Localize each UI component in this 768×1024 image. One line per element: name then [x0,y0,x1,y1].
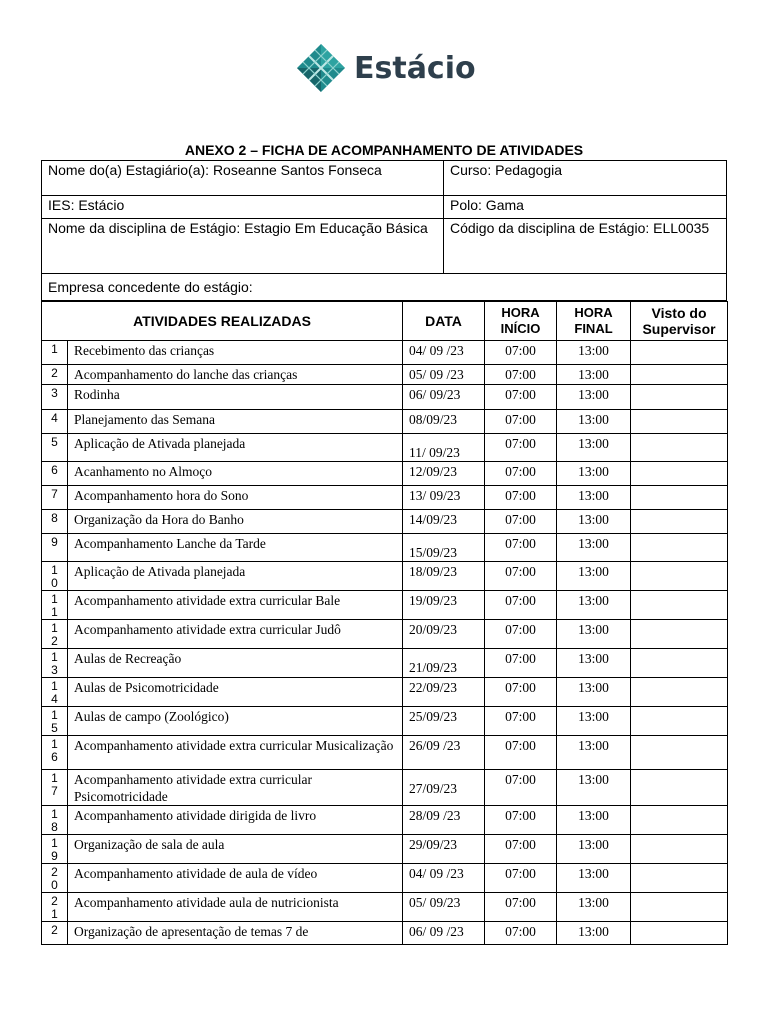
table-row [42,770,728,806]
activity-date [403,534,485,562]
activity-description: Acompanhamento do lanche das crianças [68,365,403,385]
activity-date-text: 04/ 09 /23 [409,343,464,358]
activity-date-text: 06/ 09/23 [409,387,461,402]
table-row [42,864,728,893]
row-number [42,770,68,806]
row-number [42,410,68,434]
header-hora-inicio-line2: INÍCIO [500,321,541,336]
activity-date [403,620,485,649]
table-row [42,620,728,649]
activity-date-text: 11/ 09/23 [409,445,460,460]
row-number [42,864,68,893]
activity-description: Aulas de Recreação [68,649,403,678]
start-time: 07:00 [485,922,557,945]
activity-description: Organização de sala de aula [68,835,403,864]
activity-date [403,410,485,434]
header-atividades: ATIVIDADES REALIZADAS [42,302,403,341]
row-number-digit: 1 [51,605,58,619]
row-number-digit: 1 [51,342,58,356]
row-number-digit: 2 [51,865,58,879]
row-number-digit: 8 [51,511,58,525]
end-time: 13:00 [557,434,631,462]
activity-description: Acompanhamento atividade extra curricular Bale [68,591,403,620]
row-number-digit: 6 [51,750,58,764]
row-number-digit: 1 [51,807,58,821]
activity-description: Organização da Hora do Banho [68,510,403,534]
activity-date [403,562,485,591]
row-number [42,591,68,620]
row-number-digit: 1 [51,708,58,722]
estacio-diamond-icon [296,43,346,93]
end-time: 13:00 [557,385,631,410]
table-row [42,707,728,736]
disciplina-field: Nome da disciplina de Estágio: Estagio Em Educação Básica [42,219,444,274]
end-time: 13:00 [557,770,631,806]
table-row [42,922,728,945]
page-title: ANEXO 2 – FICHA DE ACOMPANHAMENTO DE ATIVIDADES [184,142,584,158]
supervisor-visto-cell [631,562,728,591]
row-number-digit: 1 [51,679,58,693]
table-row [42,385,728,410]
supervisor-visto-cell [631,770,728,806]
supervisor-visto-cell [631,620,728,649]
row-number-digit: 4 [51,692,58,706]
activity-date [403,922,485,945]
row-number-digit: 2 [51,923,58,937]
start-time: 07:00 [485,486,557,510]
supervisor-visto-cell [631,385,728,410]
header-hora-inicio-line1: HORA [501,305,540,320]
row-number-digit: 8 [51,820,58,834]
supervisor-visto-cell [631,864,728,893]
estacio-logo [296,42,476,94]
activity-date [403,365,485,385]
activity-date-text: 05/ 09/23 [409,895,461,910]
activity-date [403,462,485,486]
end-time: 13:00 [557,510,631,534]
row-number [42,510,68,534]
supervisor-visto-cell [631,341,728,365]
end-time: 13:00 [557,707,631,736]
row-number [42,385,68,410]
start-time: 07:00 [485,736,557,770]
info-table [41,160,727,301]
activity-date-text: 28/09 /23 [409,808,461,823]
activity-date [403,341,485,365]
row-number [42,534,68,562]
start-time: 07:00 [485,510,557,534]
curso-field: Curso: Pedagogia [444,161,727,196]
activity-description: Acompanhamento hora do Sono [68,486,403,510]
activity-date [403,835,485,864]
row-number-digit: 2 [51,634,58,648]
table-row [42,736,728,770]
activity-description: Aplicação de Ativada planejada [68,562,403,591]
activity-description: Aulas de Psicomotricidade [68,678,403,707]
end-time: 13:00 [557,534,631,562]
header-visto-line2: Supervisor [642,321,716,337]
end-time: 13:00 [557,922,631,945]
start-time: 07:00 [485,385,557,410]
polo-field: Polo: Gama [444,196,727,219]
activity-date-text: 04/ 09 /23 [409,866,464,881]
row-number-digit: 2 [51,894,58,908]
table-row [42,893,728,922]
row-number [42,365,68,385]
row-number-digit: 1 [51,650,58,664]
table-row [42,365,728,385]
start-time: 07:00 [485,534,557,562]
end-time: 13:00 [557,365,631,385]
table-row [42,678,728,707]
activity-date [403,486,485,510]
activity-date-text: 27/09/23 [409,781,458,796]
row-number [42,620,68,649]
header-hora-final [557,302,631,341]
supervisor-visto-cell [631,510,728,534]
supervisor-visto-cell [631,410,728,434]
row-number-digit: 1 [51,563,58,577]
start-time: 07:00 [485,341,557,365]
end-time: 13:00 [557,835,631,864]
end-time: 13:00 [557,486,631,510]
row-number [42,806,68,835]
start-time: 07:00 [485,562,557,591]
start-time: 07:00 [485,591,557,620]
activity-description: Aulas de campo (Zoológico) [68,707,403,736]
empresa-field: Empresa concedente do estágio: [42,274,727,301]
row-number-digit: 5 [51,435,58,449]
activity-description: Acompanhamento atividade aula de nutricionista [68,893,403,922]
supervisor-visto-cell [631,736,728,770]
header-hora-final-line2: FINAL [574,321,613,336]
activity-date [403,864,485,893]
activity-date-text: 26/09 /23 [409,738,461,753]
table-row [42,510,728,534]
activity-date [403,510,485,534]
row-number-digit: 9 [51,535,58,549]
row-number-digit: 1 [51,771,58,785]
header-hora-final-line1: HORA [574,305,613,320]
supervisor-visto-cell [631,534,728,562]
end-time: 13:00 [557,649,631,678]
activity-date [403,707,485,736]
supervisor-visto-cell [631,591,728,620]
row-number-digit: 9 [51,849,58,863]
activity-description: Planejamento das Semana [68,410,403,434]
activity-date [403,678,485,707]
table-row [42,486,728,510]
start-time: 07:00 [485,770,557,806]
end-time: 13:00 [557,864,631,893]
supervisor-visto-cell [631,365,728,385]
row-number-digit: 3 [51,386,58,400]
table-row [42,434,728,462]
row-number [42,922,68,945]
end-time: 13:00 [557,462,631,486]
header-visto [631,302,728,341]
table-row [42,562,728,591]
end-time: 13:00 [557,410,631,434]
start-time: 07:00 [485,678,557,707]
row-number [42,678,68,707]
activity-date [403,893,485,922]
activity-date-text: 19/09/23 [409,593,458,608]
row-number-digit: 5 [51,721,58,735]
row-number-digit: 4 [51,411,58,425]
activity-description: Acompanhamento Lanche da Tarde [68,534,403,562]
end-time: 13:00 [557,806,631,835]
row-number [42,736,68,770]
row-number-digit: 3 [51,663,58,677]
table-row [42,591,728,620]
start-time: 07:00 [485,365,557,385]
row-number [42,462,68,486]
activity-description: Acompanhamento atividade extra curricular Musicalização [68,736,403,770]
row-number-digit: 1 [51,907,58,921]
supervisor-visto-cell [631,707,728,736]
table-row [42,534,728,562]
activity-date [403,434,485,462]
activity-date [403,591,485,620]
activity-date [403,385,485,410]
supervisor-visto-cell [631,434,728,462]
end-time: 13:00 [557,620,631,649]
end-time: 13:00 [557,591,631,620]
activity-description: Organização de apresentação de temas 7 de [68,922,403,945]
activities-table [41,301,728,945]
activity-date-text: 12/09/23 [409,464,458,479]
row-number-digit: 0 [51,878,58,892]
activity-date-text: 21/09/23 [409,660,458,675]
row-number-digit: 2 [51,366,58,380]
supervisor-visto-cell [631,835,728,864]
activity-date [403,806,485,835]
codigo-field: Código da disciplina de Estágio: ELL0035 [444,219,727,274]
row-number [42,434,68,462]
activity-date-text: 20/09/23 [409,622,458,637]
start-time: 07:00 [485,410,557,434]
start-time: 07:00 [485,835,557,864]
activity-date-text: 14/09/23 [409,512,458,527]
row-number-digit: 7 [51,487,58,501]
start-time: 07:00 [485,462,557,486]
header-hora-inicio [485,302,557,341]
start-time: 07:00 [485,806,557,835]
row-number-digit: 1 [51,592,58,606]
logo-text: Estácio [354,50,476,86]
activity-description: Acompanhamento atividade de aula de vídeo [68,864,403,893]
start-time: 07:00 [485,893,557,922]
supervisor-visto-cell [631,462,728,486]
row-number [42,893,68,922]
activity-date-text: 08/09/23 [409,412,458,427]
table-row [42,835,728,864]
supervisor-visto-cell [631,649,728,678]
start-time: 07:00 [485,864,557,893]
estagiario-field: Nome do(a) Estagiário(a): Roseanne Santos Fonseca [42,161,444,196]
header-visto-line1: Visto do [651,305,707,321]
supervisor-visto-cell [631,678,728,707]
activity-date-text: 06/ 09 /23 [409,924,464,939]
table-row [42,410,728,434]
row-number [42,486,68,510]
end-time: 13:00 [557,562,631,591]
activity-date-text: 05/ 09 /23 [409,367,464,382]
activity-date-text: 15/09/23 [409,545,458,560]
start-time: 07:00 [485,620,557,649]
table-row [42,806,728,835]
supervisor-visto-cell [631,922,728,945]
activity-description: Acompanhamento atividade extra curricular Psicomotricidade [68,770,403,806]
supervisor-visto-cell [631,893,728,922]
row-number [42,341,68,365]
activity-date-text: 18/09/23 [409,564,458,579]
row-number-digit: 1 [51,836,58,850]
row-number [42,707,68,736]
activity-date-text: 22/09/23 [409,680,458,695]
activity-date [403,770,485,806]
table-row [42,462,728,486]
end-time: 13:00 [557,893,631,922]
table-row [42,341,728,365]
activity-date-text: 25/09/23 [409,709,458,724]
start-time: 07:00 [485,707,557,736]
row-number [42,649,68,678]
end-time: 13:00 [557,678,631,707]
activity-description: Acompanhamento atividade extra curricular Judô [68,620,403,649]
row-number-digit: 0 [51,576,58,590]
row-number [42,835,68,864]
table-row [42,649,728,678]
activity-description: Acanhamento no Almoço [68,462,403,486]
activity-description: Acompanhamento atividade dirigida de livro [68,806,403,835]
end-time: 13:00 [557,736,631,770]
end-time: 13:00 [557,341,631,365]
row-number-digit: 6 [51,463,58,477]
row-number [42,562,68,591]
activity-description: Aplicação de Ativada planejada [68,434,403,462]
activity-date-text: 29/09/23 [409,837,458,852]
activity-description: Recebimento das crianças [68,341,403,365]
start-time: 07:00 [485,434,557,462]
row-number-digit: 1 [51,737,58,751]
row-number-digit: 7 [51,784,58,798]
ies-field: IES: Estácio [42,196,444,219]
row-number-digit: 1 [51,621,58,635]
header-data: DATA [403,302,485,341]
activity-date [403,736,485,770]
supervisor-visto-cell [631,806,728,835]
supervisor-visto-cell [631,486,728,510]
activity-date-text: 13/ 09/23 [409,488,461,503]
activity-description: Rodinha [68,385,403,410]
activity-date [403,649,485,678]
start-time: 07:00 [485,649,557,678]
